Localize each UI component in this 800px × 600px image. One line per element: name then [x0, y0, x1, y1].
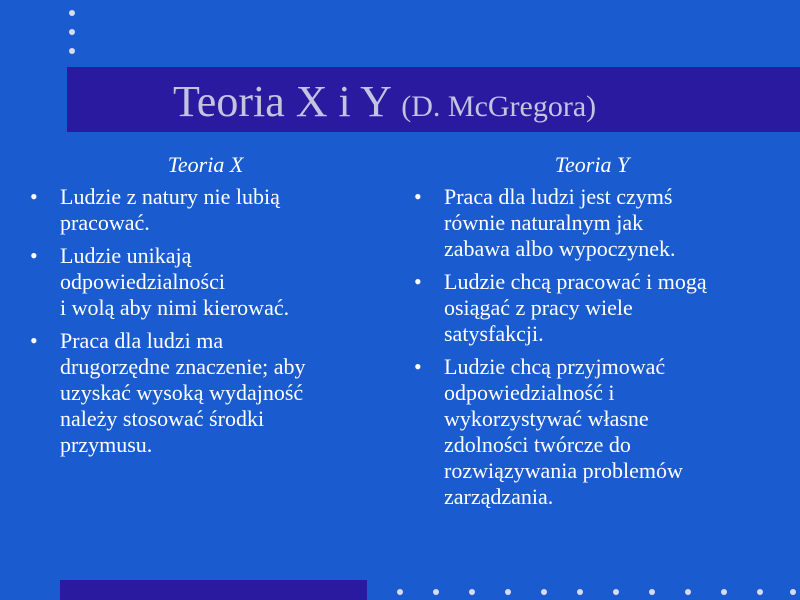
theory-y-column	[402, 152, 782, 517]
bullet-mark: •	[414, 184, 422, 209]
list-item-text: Praca dla ludzi ma drugorzędne znaczenie; aby uzyskać wysoką wydajność należy stosować środki przymusu.	[60, 328, 306, 457]
bullet-mark: •	[30, 243, 38, 268]
decorative-dot	[649, 589, 655, 595]
decorative-dot	[577, 589, 583, 595]
list-item	[18, 328, 378, 458]
list-item-text: Ludzie unikają odpowiedzialności i wolą aby nimi kierować.	[60, 243, 290, 320]
list-item-text: Praca dla ludzi jest czymś równie naturalnym jak zabawa albo wypoczynek.	[444, 184, 676, 261]
list-item-text: Ludzie chcą pracować i mogą osiągać z pracy wiele satysfakcji.	[444, 269, 707, 346]
slide-title-subtitle: (D. McGregora)	[401, 90, 597, 123]
bullet-mark: •	[414, 354, 422, 379]
decorative-dot	[541, 589, 547, 595]
decorative-dot	[505, 589, 511, 595]
slide-title-main: Teoria X i Y	[173, 77, 391, 126]
slide-title	[173, 74, 596, 135]
theory-y-heading: Teoria Y	[554, 152, 630, 177]
decorative-dot	[469, 589, 475, 595]
list-item	[402, 269, 782, 347]
bullet-mark: •	[30, 328, 38, 353]
decorative-dot	[685, 589, 691, 595]
list-item	[18, 184, 378, 236]
theory-x-column	[18, 152, 378, 465]
decorative-dot	[757, 589, 763, 595]
bullet-mark: •	[414, 269, 422, 294]
theory-x-heading: Teoria X	[167, 152, 244, 177]
decorative-dot	[397, 589, 403, 595]
list-item-text: Ludzie z natury nie lubią pracować.	[60, 184, 280, 235]
decorative-dot	[613, 589, 619, 595]
theory-y-list	[402, 184, 782, 510]
list-item	[18, 243, 378, 321]
decorative-dot	[721, 589, 727, 595]
decorative-dot	[433, 589, 439, 595]
decorative-dot	[69, 10, 75, 16]
decorative-dot	[69, 29, 75, 35]
list-item-text: Ludzie chcą przyjmować odpowiedzialność i wykorzystywać własne zdolności twórcze do rozwiązywania problemów zarządzania.	[444, 354, 683, 509]
bullet-mark: •	[30, 184, 38, 209]
bottom-bar	[60, 580, 367, 600]
list-item	[402, 184, 782, 262]
decorative-dot	[790, 589, 796, 595]
theory-x-list	[18, 184, 378, 458]
decorative-dot	[69, 48, 75, 54]
list-item	[402, 354, 782, 510]
